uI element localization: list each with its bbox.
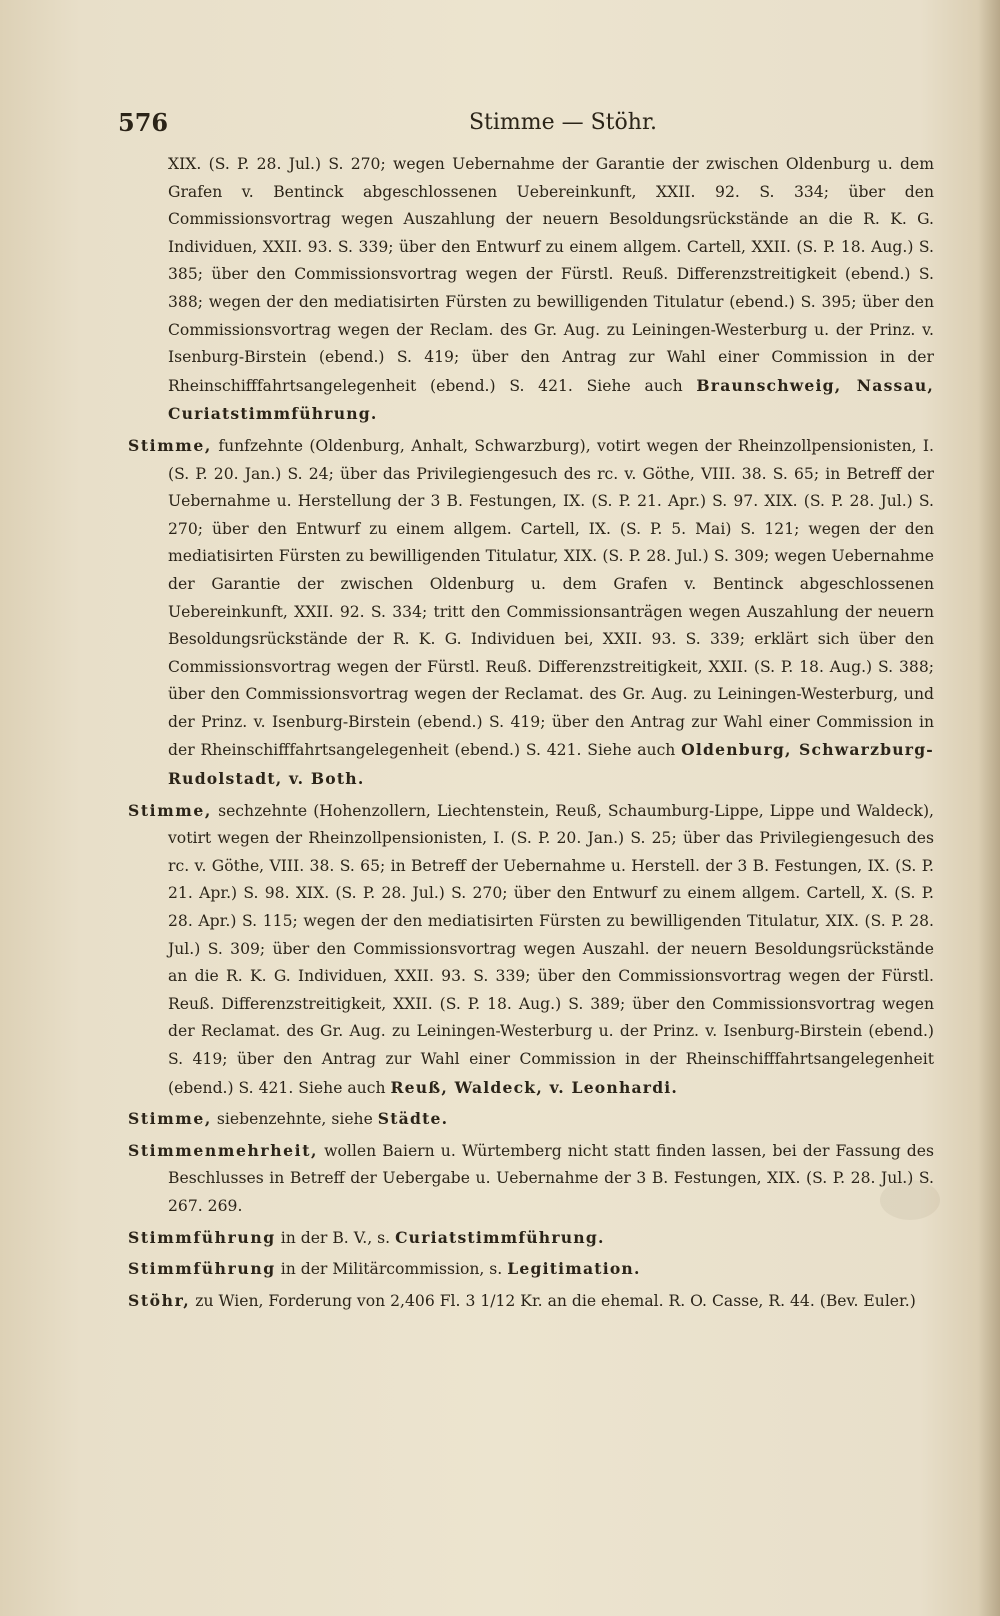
entry-text: wollen Baiern u. Würtemberg nicht statt finden lassen, bei der Fassung des Beschlusses in Betreff der Uebergabe u. Uebernahme der 3 B. Festungen, XIX. (S. P. 28. Jul.) S. 267. 269. bbox=[168, 1141, 934, 1215]
entry-cross-reference: Städte. bbox=[377, 1109, 449, 1129]
entry-cross-reference: Braunschweig, Nassau, Curiatstimmführung. bbox=[168, 375, 934, 424]
entry-text: sechzehnte (Hohenzollern, Liechtenstein, Reuß, Schaumburg-Lippe, Lippe und Waldeck), votirt wegen der Rheinzollpensionisten, I. (S. P. 20. Jan.) S. 25; über das Privilegiengesuch des rc. v. Göthe, VIII. 38. S. 65; in Betreff der Uebernahme u. Herstell. der 3 B. Festungen, IX. (S. P. 21. Apr.) S. 98. XIX. (S. P. 28. Jul.) S. 270; über den Entwurf zu einem allgem. Cartell, X. (S. P. 28. Apr.) S. 115; wegen der den mediatisirten Fürsten zu bewilligenden Titulatur, XIX. (S. P. 28. Jul.) S. 309; über den Commissionsvortrag wegen Auszahl. der neuern Besoldungsrückstände an die R. K. G. Individuen, XXII. 93. S. 339; über den Commissionsvortrag wegen der Fürstl. Reuß. Differenzstreitigkeit, XXII. (S. P. 18. Aug.) S. 389; über den Commissionsvortrag wegen der Reclamat. des Gr. Aug. zu Leiningen-Westerburg u. der Prinz. v. Isenburg-Birstein (ebend.) S. 419; über den Antrag zur Wahl einer Commission in der Rheinschifffahrtsangelegenheit (ebend.) S. 421. Siehe auch bbox=[168, 801, 934, 1097]
index-entry bbox=[128, 1255, 934, 1284]
page-header bbox=[118, 108, 948, 148]
entry-headword: Stimme, bbox=[128, 800, 212, 820]
entry-headword: Stimmführung bbox=[128, 1259, 276, 1279]
entry-cross-reference: Curiatstimmführung. bbox=[395, 1227, 605, 1247]
entry-headword: Stimmführung bbox=[128, 1227, 276, 1247]
index-entry bbox=[128, 150, 934, 429]
entry-headword: Stimme, bbox=[128, 1109, 212, 1129]
entry-headword: Stöhr, bbox=[128, 1290, 191, 1310]
entry-cross-reference: Oldenburg, Schwarzburg-Rudolstadt, v. Both. bbox=[168, 740, 934, 789]
index-entry bbox=[128, 797, 934, 1103]
running-head: Stimme — Stöhr. bbox=[468, 110, 658, 135]
index-body bbox=[128, 150, 934, 1318]
entry-text: XIX. (S. P. 28. Jul.) S. 270; wegen Uebernahme der Garantie der zwischen Oldenburg u. dem Grafen v. Bentinck abgeschlossenen Uebereinkunft, XXII. 92. S. 334; über den Commissionsvortrag wegen Auszahlung der neuern Besoldungsrückstände an die R. K. G. Individuen, XXII. 93. S. 339; über den Entwurf zu einem allgem. Cartell, XXII. (S. P. 18. Aug.) S. 385; über den Commissionsvortrag wegen der Fürstl. Reuß. Differenzstreitigkeit (ebend.) S. 388; wegen der den mediatisirten Fürsten zu bewilligenden Titulatur (ebend.) S. 395; über den Commissionsvortrag wegen der Reclam. des Gr. Aug. zu Leiningen-Westerburg u. der Prinz. v. Isenburg-Birstein (ebend.) S. 419; über den Antrag zur Wahl einer Commission in der Rheinschifffahrtsangelegenheit (ebend.) S. 421. Siehe auch bbox=[168, 155, 934, 395]
index-entry bbox=[128, 1105, 934, 1134]
entry-text: in der B. V., s. bbox=[280, 1228, 391, 1247]
index-entry bbox=[128, 1224, 934, 1253]
entry-text: zu Wien, Forderung von 2,406 Fl. 3 1/12 Kr. an die ehemal. R. O. Casse, R. 44. (Bev. Euler.) bbox=[195, 1291, 916, 1310]
entry-text: funfzehnte (Oldenburg, Anhalt, Schwarzburg), votirt wegen der Rheinzollpensionisten, I. (S. P. 20. Jan.) S. 24; über das Privilegiengesuch des rc. v. Göthe, VIII. 38. S. 65; in Betreff der Uebernahme u. Herstellung der 3 B. Festungen, IX. (S. P. 21. Apr.) S. 97. XIX. (S. P. 28. Jul.) S. 270; über den Entwurf zu einem allgem. Cartell, IX. (S. P. 5. Mai) S. 121; wegen der den mediatisirten Fürsten zu bewilligenden Titulatur, XIX. (S. P. 28. Jul.) S. 309; wegen Uebernahme der Garantie der zwischen Oldenburg u. dem Grafen v. Bentinck abgeschlossenen Uebereinkunft, XXII. 92. S. 334; tritt den Commissionsanträgen wegen Auszahlung der neuern Besoldungsrückstände der R. K. G. Individuen bei, XXII. 93. S. 339; erklärt sich über den Commissionsvortrag wegen der Fürstl. Reuß. Differenzstreitigkeit, XXII. (S. P. 18. Aug.) S. 388; über den Commissionsvortrag wegen der Reclamat. des Gr. Aug. zu Leiningen-Westerburg, und der Prinz. v. Isenburg-Birstein (ebend.) S. 419; über den Antrag zur Wahl einer Commission in der Rheinschifffahrtsangelegenheit (ebend.) S. 421. Siehe auch bbox=[168, 436, 934, 760]
index-entry bbox=[128, 1137, 934, 1221]
index-entry bbox=[128, 432, 934, 794]
page-edge-shadow bbox=[978, 0, 1000, 1616]
entry-headword: Stimmenmehrheit, bbox=[128, 1140, 319, 1160]
page-number: 576 bbox=[118, 108, 169, 137]
entry-cross-reference: Reuß, Waldeck, v. Leonhardi. bbox=[390, 1077, 679, 1097]
index-entry bbox=[128, 1287, 934, 1316]
entry-headword: Stimme, bbox=[128, 435, 212, 455]
entry-cross-reference: Legitimation. bbox=[507, 1259, 641, 1279]
entry-text: in der Militärcommission, s. bbox=[280, 1260, 503, 1279]
entry-text: siebenzehnte, siehe bbox=[216, 1110, 373, 1129]
